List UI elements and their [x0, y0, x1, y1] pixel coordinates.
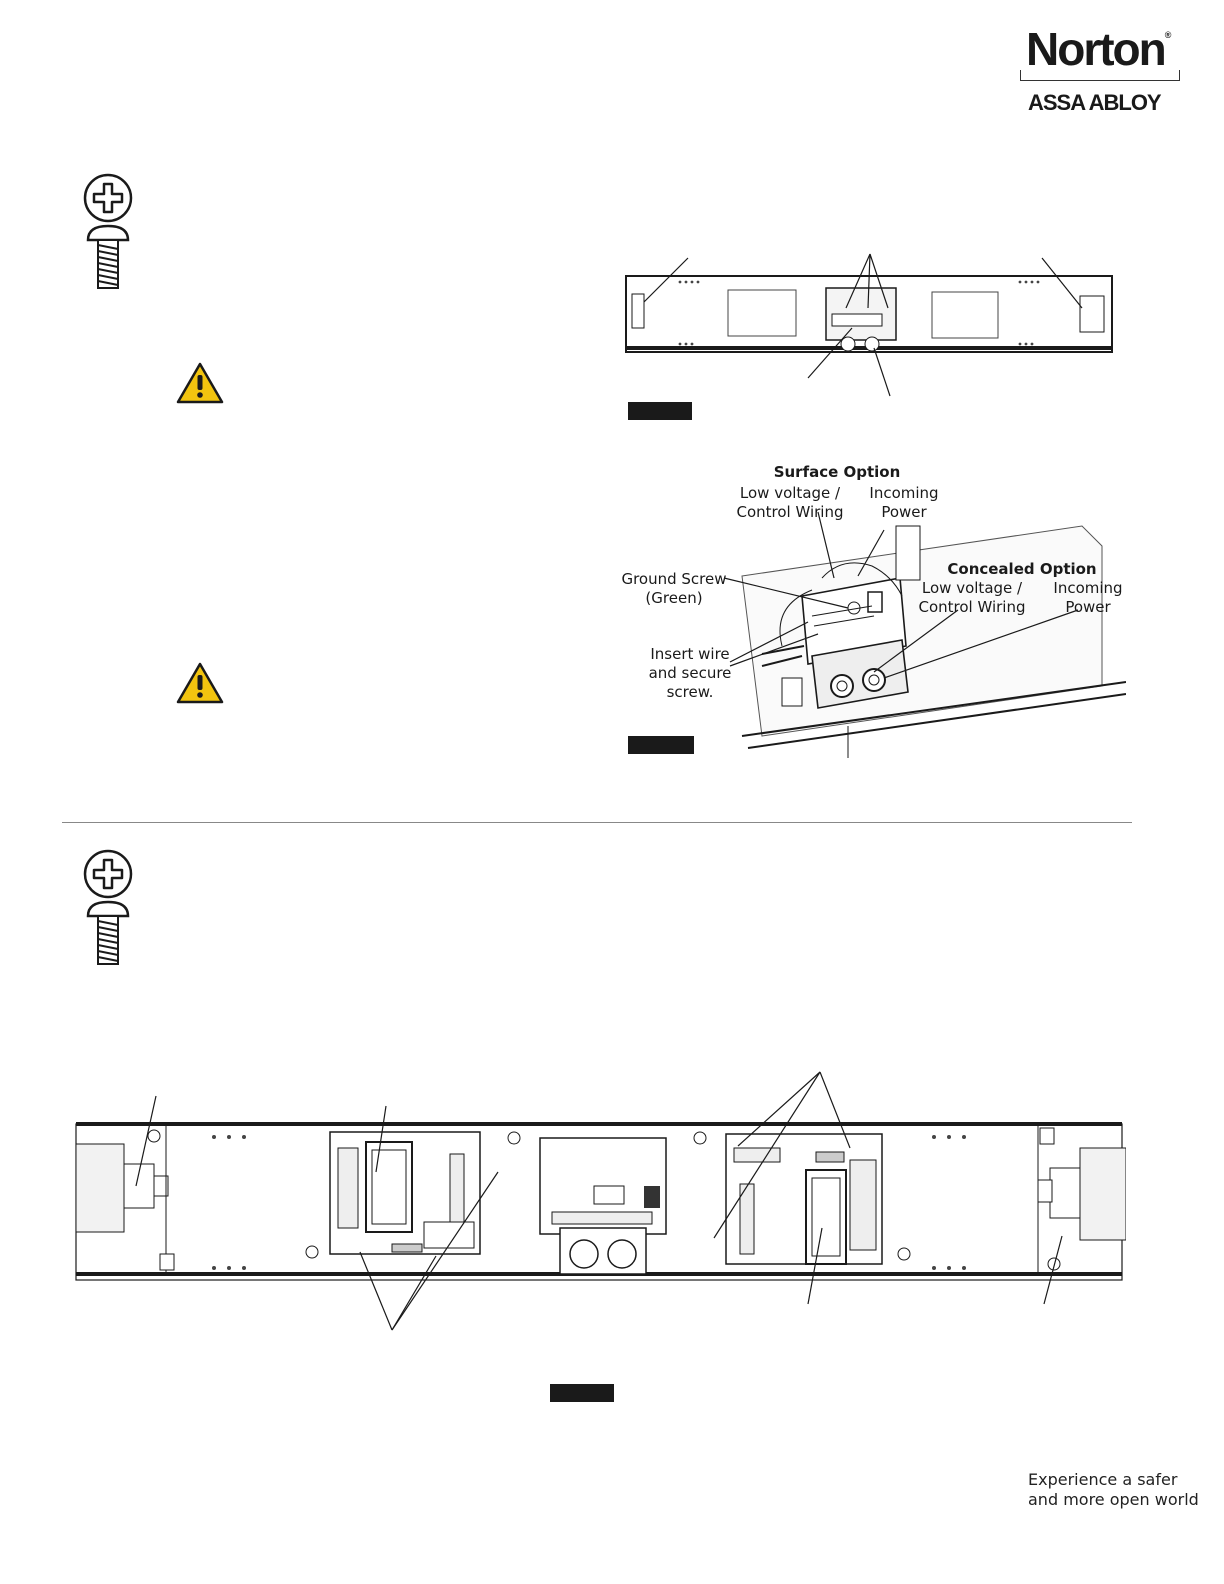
insert-wire-callout: [644, 645, 736, 702]
callout-line: Power: [1065, 598, 1111, 616]
concealed-option-title: Concealed Option: [947, 560, 1097, 578]
callout-line: Low voltage /: [739, 484, 841, 502]
assa-abloy-logo: ASSA ABLOY: [1028, 90, 1161, 115]
callout-line: Incoming: [1053, 579, 1123, 597]
registered-mark: ®: [1164, 30, 1172, 40]
callout-line: and secure: [648, 664, 732, 682]
ground-screw-callout: [620, 570, 728, 608]
callout-line: Incoming: [869, 484, 939, 502]
logo-rule: [1020, 80, 1180, 81]
callout-line: Power: [881, 503, 927, 521]
warning-icon: [176, 662, 224, 704]
norton-logo: [1026, 22, 1171, 76]
incoming-power-callout-concealed: [1046, 579, 1130, 617]
logo-rule-left: [1020, 70, 1021, 80]
brand-name: Norton: [1026, 23, 1165, 75]
warning-icon: [176, 362, 224, 404]
callout-line: screw.: [666, 683, 714, 701]
header-overview-figure: [620, 250, 1120, 422]
logo-rule-right: [1179, 70, 1180, 80]
wiring-detail-figure: [622, 486, 1126, 758]
section-divider: [62, 822, 1132, 823]
tagline-line: and more open world: [1028, 1490, 1199, 1509]
phillips-screw-icon: [80, 172, 136, 292]
callout-line: Control Wiring: [736, 503, 844, 521]
low-voltage-callout-concealed: [912, 579, 1032, 617]
callout-line: Control Wiring: [918, 598, 1026, 616]
low-voltage-callout-surface: [730, 484, 850, 522]
tagline-line: Experience a safer: [1028, 1470, 1178, 1489]
incoming-power-callout-surface: [862, 484, 946, 522]
callout-line: Insert wire: [650, 645, 730, 663]
dual-operator-header-figure: [74, 1068, 1126, 1404]
callout-line: (Green): [645, 589, 703, 607]
tagline: [1028, 1470, 1199, 1510]
callout-line: Ground Screw: [621, 570, 727, 588]
callout-line: Low voltage /: [921, 579, 1023, 597]
phillips-screw-icon: [80, 848, 136, 968]
surface-option-title: Surface Option: [773, 463, 901, 481]
